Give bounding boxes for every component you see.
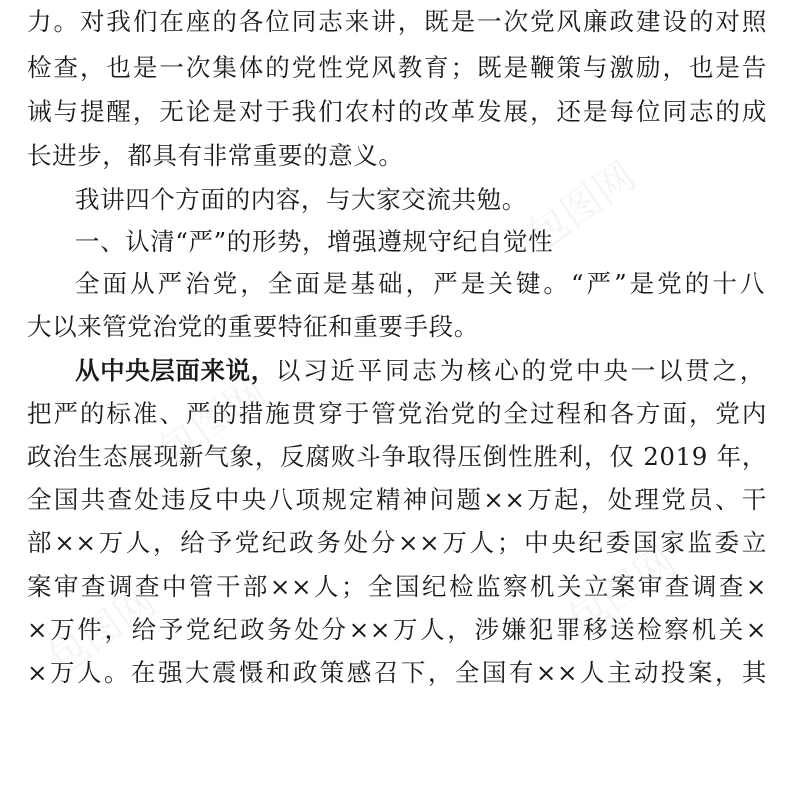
text-line-12: 全国共查处违反中央八项规定精神问题××万起，处理党员、干 [27,485,767,514]
text-line-3: 诫与提醒，无论是对于我们农村的改革发展，还是每位同志的成 [27,97,767,126]
text-line-13: 部××万人，给予党纪政务处分××万人；中央纪委国家监委立 [27,528,767,557]
text-line-9-rest: 以习近平同志为核心的党中央一以贯之， [275,356,765,385]
bold-lead-in: 从中央层面来说， [75,356,276,385]
section-heading: 一、认清“严”的形势，增强遵规守纪自觉性 [75,227,554,256]
text-line-16: ×万人。在强大震慑和政策感召下，全国有××人主动投案，其 [27,658,767,687]
text-line-2: 检查，也是一次集体的党性党风教育；既是鞭策与激励，也是告 [27,53,767,82]
text-line-10: 把严的标准、严的措施贯穿于管党治党的全过程和各方面，党内 [27,399,767,428]
text-line-7: 全面从严治党，全面是基础，严是关键。“严”是党的十八 [75,269,765,298]
text-line-8: 大以来管党治党的重要特征和重要手段。 [27,312,479,341]
text-line-4: 长进步，都具有非常重要的意义。 [27,141,404,170]
text-line-5: 我讲四个方面的内容，与大家交流共勉。 [75,185,527,214]
text-line-15: ×万件，给予党纪政务处分××万人，涉嫌犯罪移送检察机关× [27,615,767,644]
text-line-14: 案审查调查中管干部××人；全国纪检监察机关立案审查调查× [27,572,767,601]
text-line-11: 政治生态展现新气象，反腐败斗争取得压倒性胜利，仅 2019 年， [27,442,767,471]
text-line-9 [75,355,765,387]
text-line-1: 力。对我们在座的各位同志来讲，既是一次党风廉政建设的对照 [27,7,767,36]
